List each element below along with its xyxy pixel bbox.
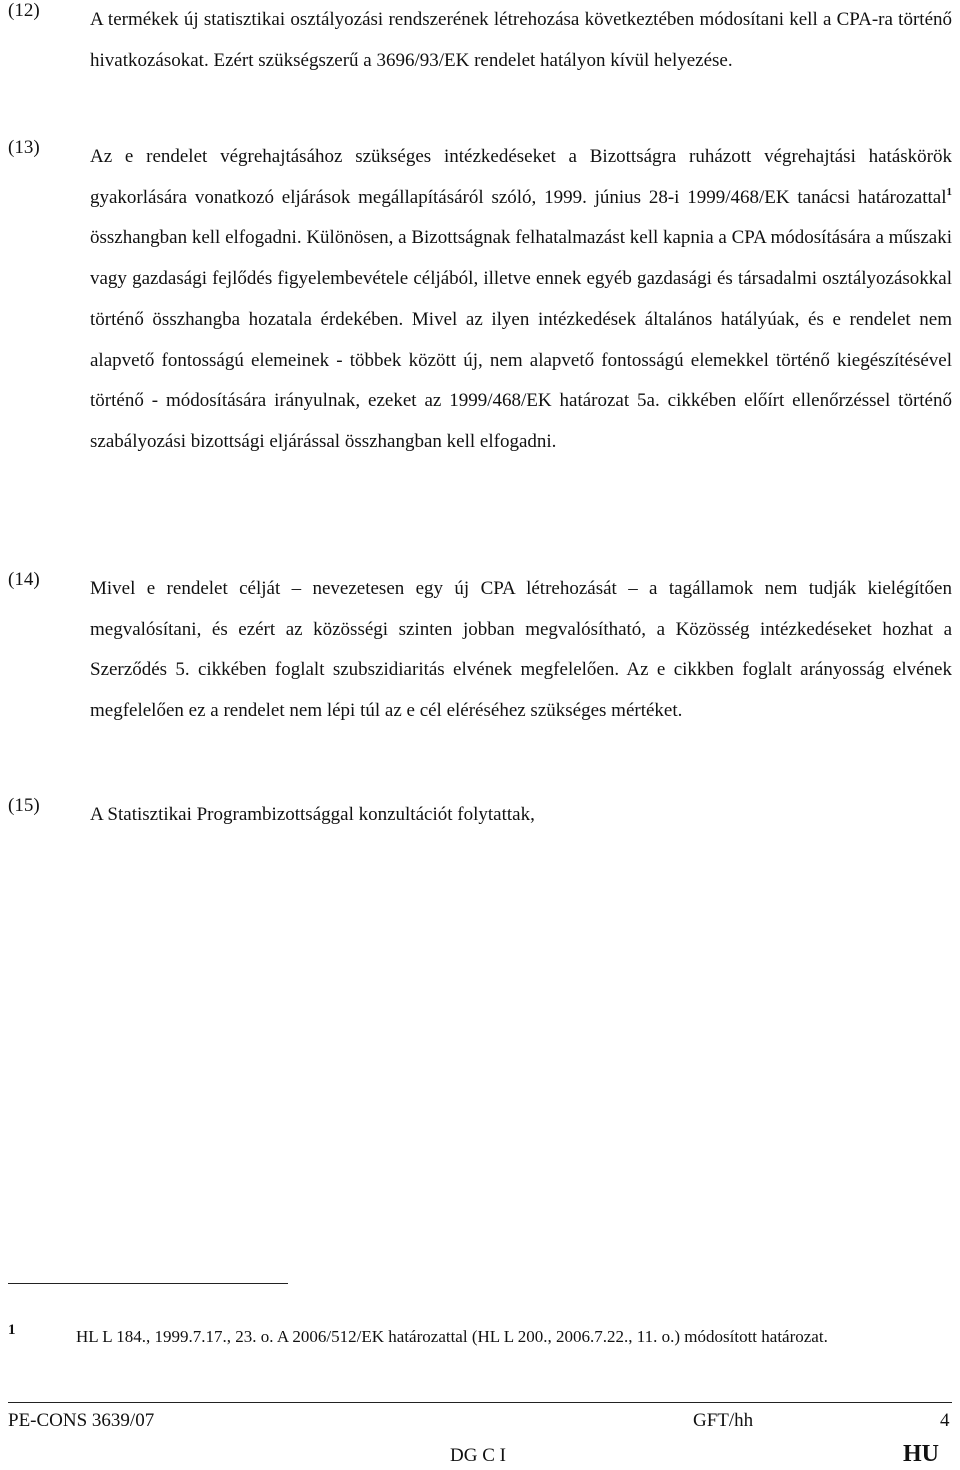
footnote-reference[interactable]: 1 bbox=[946, 185, 952, 198]
footer-separator bbox=[8, 1402, 952, 1403]
recital-number: (13) bbox=[8, 137, 40, 158]
recital-number: (15) bbox=[8, 795, 40, 816]
recital-text: A termékek új statisztikai osztályozási rendszerének létrehozása következtében módosítani kell a CPA-ra történő hivatkozásokat. Ezért szükségszerű a 3696/93/EK rendelet hatályon kívül helyezése. bbox=[90, 9, 952, 71]
footer-page-number: 4 bbox=[940, 1410, 950, 1431]
recital-text: A Statisztikai Programbizottsággal konzultációt folytattak, bbox=[90, 804, 535, 825]
recital-text: Mivel e rendelet célját – nevezetesen egy új CPA létrehozását – a tagállamok nem tudják kielégítően megvalósítani, és ezért az közösségi szinten jobban megvalósítható, a Közösség intézkedéseket hozhat a Szerződés 5. cikkében foglalt szubszidiaritás elvének megfelelően. Az e cikkben foglalt arányosság elvének megfelelően ez a rendelet nem lépi túl az e cél eléréséhez szükséges mértéket. bbox=[90, 578, 952, 722]
footer-document-reference: PE-CONS 3639/07 bbox=[8, 1410, 155, 1431]
recital-number: (14) bbox=[8, 569, 40, 590]
recital-text bbox=[90, 137, 952, 463]
footnote-text: HL L 184., 1999.7.17., 23. o. A 2006/512/EK határozattal (HL L 200., 2006.7.22., 11. o.) módosított határozat. bbox=[76, 1327, 828, 1346]
footer-language-code: HU bbox=[903, 1441, 939, 1467]
footnote-separator bbox=[8, 1283, 288, 1284]
recital-number: (12) bbox=[8, 0, 40, 21]
recital-text-part: Az e rendelet végrehajtásához szükséges intézkedéseket a Bizottságra ruházott végrehajtási hatáskörök gyakorlására vonatkozó eljárások megállapításáról szóló, 1999. június 28-i 1999/468/EK tanácsi határozattal bbox=[90, 146, 952, 208]
footer-unit: GFT/hh bbox=[693, 1410, 754, 1431]
footer-directorate: DG C I bbox=[450, 1445, 506, 1466]
recital-text-part: összhangban kell elfogadni. Különösen, a Bizottságnak felhatalmazást kell kapnia a CPA módosítására a műszaki vagy gazdasági fejlődés figyelembevétele céljából, illetve ennek egyéb gazdasági és társadalmi osztályozásokkal történő összhangba hozatala érdekében. Mivel az ilyen intézkedések általános hatályúak, és e rendelet nem alapvető fontosságú elemeinek - többek között új, nem alapvető fontosságú elemekkel történő kiegészítésével történő - módosítására irányulnak, ezeket az 1999/468/EK határozat 5a. cikkében előírt ellenőrzéssel történő szabályozási bizottsági eljárással összhangban kell elfogadni. bbox=[90, 227, 952, 452]
footnote-mark: 1 bbox=[8, 1322, 16, 1338]
